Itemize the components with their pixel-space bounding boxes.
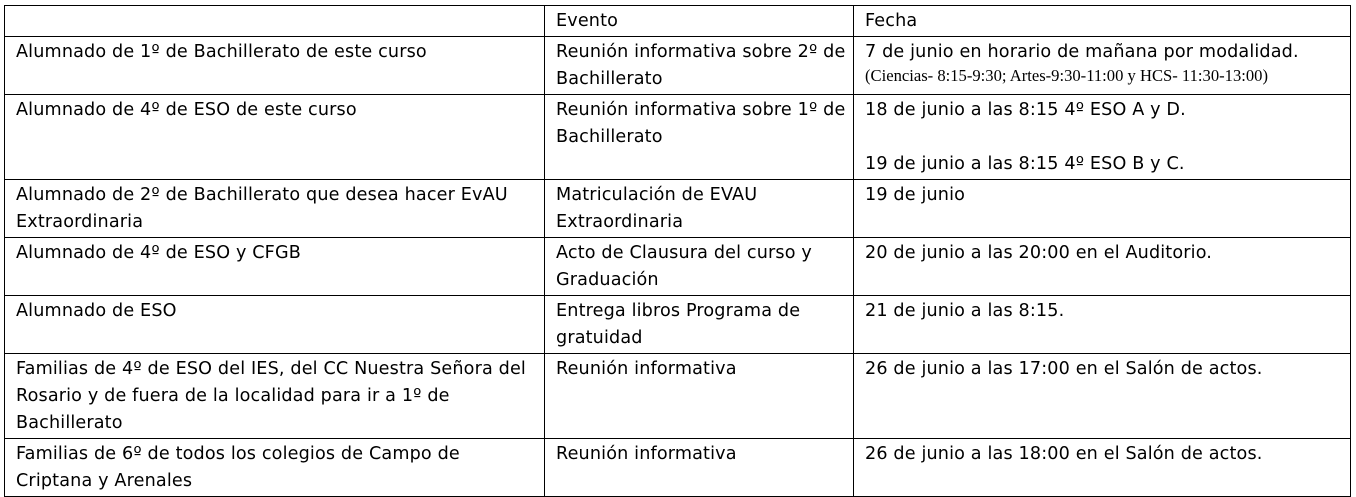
schedule-table: [4, 5, 1351, 497]
date-line-2: 19 de junio a las 8:15 4º ESO B y C.: [865, 154, 1185, 174]
row-group: Alumnado de 2º de Bachillerato que desea hacer EvAU Extraordinaria: [5, 180, 545, 238]
row-date: [854, 37, 1351, 95]
row-event: Reunión informativa sobre 1º de Bachillerato: [545, 95, 854, 180]
table-row: [5, 238, 1351, 296]
date-line-1: 18 de junio a las 8:15 4º ESO A y D.: [865, 100, 1186, 120]
row-event: Matriculación de EVAU Extraordinaria: [545, 180, 854, 238]
row-date: 26 de junio a las 18:00 en el Salón de actos.: [854, 439, 1351, 497]
row-event: Acto de Clausura del curso y Graduación: [545, 238, 854, 296]
table-row: [5, 296, 1351, 354]
row-date: 21 de junio a las 8:15.: [854, 296, 1351, 354]
row-event: Reunión informativa sobre 2º de Bachillerato: [545, 37, 854, 95]
table-row: [5, 180, 1351, 238]
row-date: 26 de junio a las 17:00 en el Salón de actos.: [854, 354, 1351, 439]
row-group: Alumnado de 4º de ESO de este curso: [5, 95, 545, 180]
row-event: Reunión informativa: [545, 354, 854, 439]
row-group: Alumnado de 1º de Bachillerato de este curso: [5, 37, 545, 95]
row-group: Alumnado de ESO: [5, 296, 545, 354]
date-main: 7 de junio en horario de mañana por modalidad.: [865, 42, 1299, 62]
row-date: [854, 95, 1351, 180]
row-group: Alumnado de 4º de ESO y CFGB: [5, 238, 545, 296]
row-group: Familias de 4º de ESO del IES, del CC Nuestra Señora del Rosario y de fuera de la localidad para ir a 1º de Bachillerato: [5, 354, 545, 439]
row-date: 19 de junio: [854, 180, 1351, 238]
table-row: [5, 439, 1351, 497]
header-event: Evento: [545, 6, 854, 37]
table-header-row: [5, 6, 1351, 37]
row-group: Familias de 6º de todos los colegios de Campo de Criptana y Arenales: [5, 439, 545, 497]
table-row: [5, 95, 1351, 180]
table-row: [5, 37, 1351, 95]
header-group: [5, 6, 545, 37]
date-note: (Ciencias- 8:15-9:30; Artes-9:30-11:00 y HCS- 11:30-13:00): [865, 66, 1268, 85]
date-spacer: [865, 124, 1344, 151]
table-row: [5, 354, 1351, 439]
row-event: Entrega libros Programa de gratuidad: [545, 296, 854, 354]
header-date: Fecha: [854, 6, 1351, 37]
row-date: 20 de junio a las 20:00 en el Auditorio.: [854, 238, 1351, 296]
row-event: Reunión informativa: [545, 439, 854, 497]
